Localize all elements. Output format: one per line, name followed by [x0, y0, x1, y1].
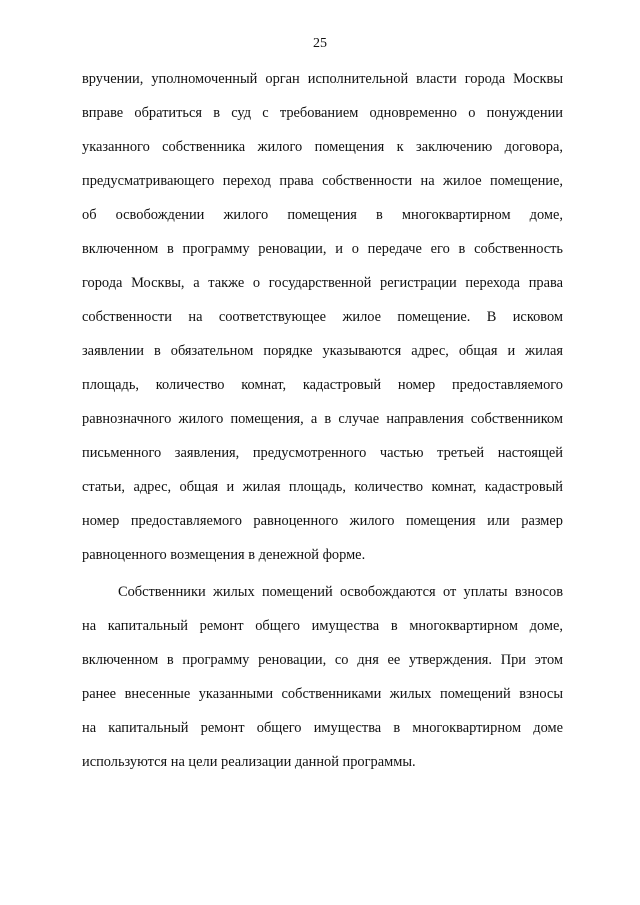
text-line: номер предоставляемого равноценного жилого помещения или размер: [82, 513, 563, 529]
paragraph-2: [82, 580, 563, 784]
text-line: равноценного возмещения в денежной форме.: [82, 547, 366, 563]
paragraph-1: [82, 67, 563, 577]
text-line: собственности на соответствующее жилое помещение. В исковом: [82, 309, 563, 325]
text-line: предусматривающего переход права собственности на жилое помещение,: [82, 173, 563, 189]
text-line: города Москвы, а также о государственной регистрации перехода права: [82, 275, 563, 291]
text-line: включенном в программу реновации, и о передаче его в собственность: [82, 241, 563, 257]
page-number: 25: [313, 36, 327, 51]
text-line: на капитальный ремонт общего имущества в многоквартирном доме,: [82, 618, 563, 634]
text-line: статьи, адрес, общая и жилая площадь, количество комнат, кадастровый: [82, 479, 563, 495]
text-line: используются на цели реализации данной программы.: [82, 754, 416, 770]
text-line: вправе обратиться в суд с требованием одновременно о понуждении: [82, 105, 563, 121]
text-line: включенном в программу реновации, со дня ее утверждения. При этом: [82, 652, 563, 668]
text-line: равнозначного жилого помещения, а в случае направления собственником: [82, 411, 563, 427]
text-line: письменного заявления, предусмотренного частью третьей настоящей: [82, 445, 563, 461]
text-line: об освобождении жилого помещения в многоквартирном доме,: [82, 207, 563, 223]
text-line: заявлении в обязательном порядке указываются адрес, общая и жилая: [82, 343, 563, 359]
text-line: Собственники жилых помещений освобождаются от уплаты взносов: [118, 584, 563, 600]
text-line: указанного собственника жилого помещения к заключению договора,: [82, 139, 563, 155]
text-line: площадь, количество комнат, кадастровый номер предоставляемого: [82, 377, 563, 393]
text-line: вручении, уполномоченный орган исполнительной власти города Москвы: [82, 71, 563, 87]
text-line: ранее внесенные указанными собственниками жилых помещений взносы: [82, 686, 563, 702]
text-line: на капитальный ремонт общего имущества в многоквартирном доме: [82, 720, 563, 736]
